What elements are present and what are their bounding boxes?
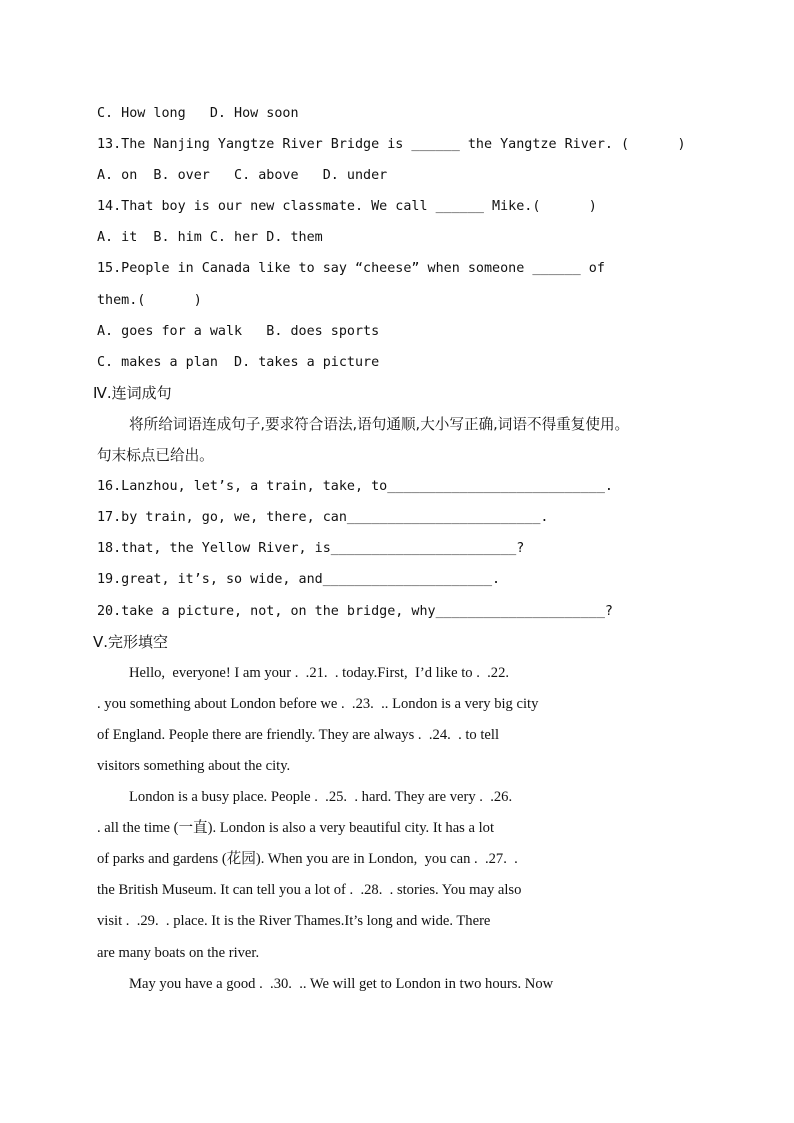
q13-stem: 13.The Nanjing Yangtze River Bridge is ______ the Yangtze River. ( ) <box>97 137 686 153</box>
worksheet-page <box>93 98 697 1000</box>
cloze-p2-line4: the British Museum. It can tell you a lot of . .28. . stories. You may also <box>97 882 522 899</box>
q15-options-cd: C. makes a plan D. takes a picture <box>97 354 380 370</box>
sentence-item-18: 18.that, the Yellow River, is_______________________? <box>97 541 525 557</box>
cloze-p1-line3: of England. People there are friendly. They are always . .24. . to tell <box>97 726 500 743</box>
q13-options: A. on B. over C. above D. under <box>97 168 388 184</box>
q14-options: A. it B. him C. her D. them <box>97 230 323 246</box>
cloze-p2-line5: visit . .29. . place. It is the River Thames.It’s long and wide. There <box>97 913 491 930</box>
q15-stem-line1: 15.People in Canada like to say “cheese” when someone ______ of <box>97 261 605 277</box>
sentence-item-19: 19.great, it’s, so wide, and_____________________. <box>97 572 501 588</box>
cloze-p3-line1: May you have a good . .30. .. We will get to London in two hours. Now <box>129 975 554 992</box>
cloze-p1-line2: . you something about London before we . .23. .. London is a very big city <box>97 695 539 712</box>
cloze-p1-line4: visitors something about the city. <box>97 757 291 774</box>
cloze-p2-line3: of parks and gardens (花园). When you are in London, you can . .27. . <box>97 851 518 868</box>
sentence-item-20: 20.take a picture, not, on the bridge, why_____________________? <box>97 603 613 619</box>
cloze-p2-line2: . all the time (一直). London is also a very beautiful city. It has a lot <box>97 820 495 837</box>
q15-options-ab: A. goes for a walk B. does sports <box>97 323 380 339</box>
q15-stem-line2: them.( ) <box>97 292 202 308</box>
q12-options-cd: C. How long D. How soon <box>97 106 299 121</box>
section4-instruction-line1: 将所给词语连成句子,要求符合语法,语句通顺,大小写正确,词语不得重复使用。 <box>129 415 630 433</box>
section4-heading: Ⅳ.连词成句 <box>93 383 172 402</box>
cloze-p1-line1: Hello, everyone! I am your . .21. . today.First, I’d like to . .22. <box>129 664 510 681</box>
sentence-item-17: 17.by train, go, we, there, can________________________. <box>97 510 549 526</box>
section4-instruction-line2: 句末标点已给出。 <box>97 447 214 465</box>
sentence-item-16: 16.Lanzhou, let’s, a train, take, to___________________________. <box>97 479 613 495</box>
section5-heading: Ⅴ.完形填空 <box>93 632 169 651</box>
cloze-p2-line1: London is a busy place. People . .25. . hard. They are very . .26. <box>129 789 513 806</box>
cloze-p2-line6: are many boats on the river. <box>97 944 260 961</box>
q14-stem: 14.That boy is our new classmate. We call ______ Mike.( ) <box>97 199 597 215</box>
